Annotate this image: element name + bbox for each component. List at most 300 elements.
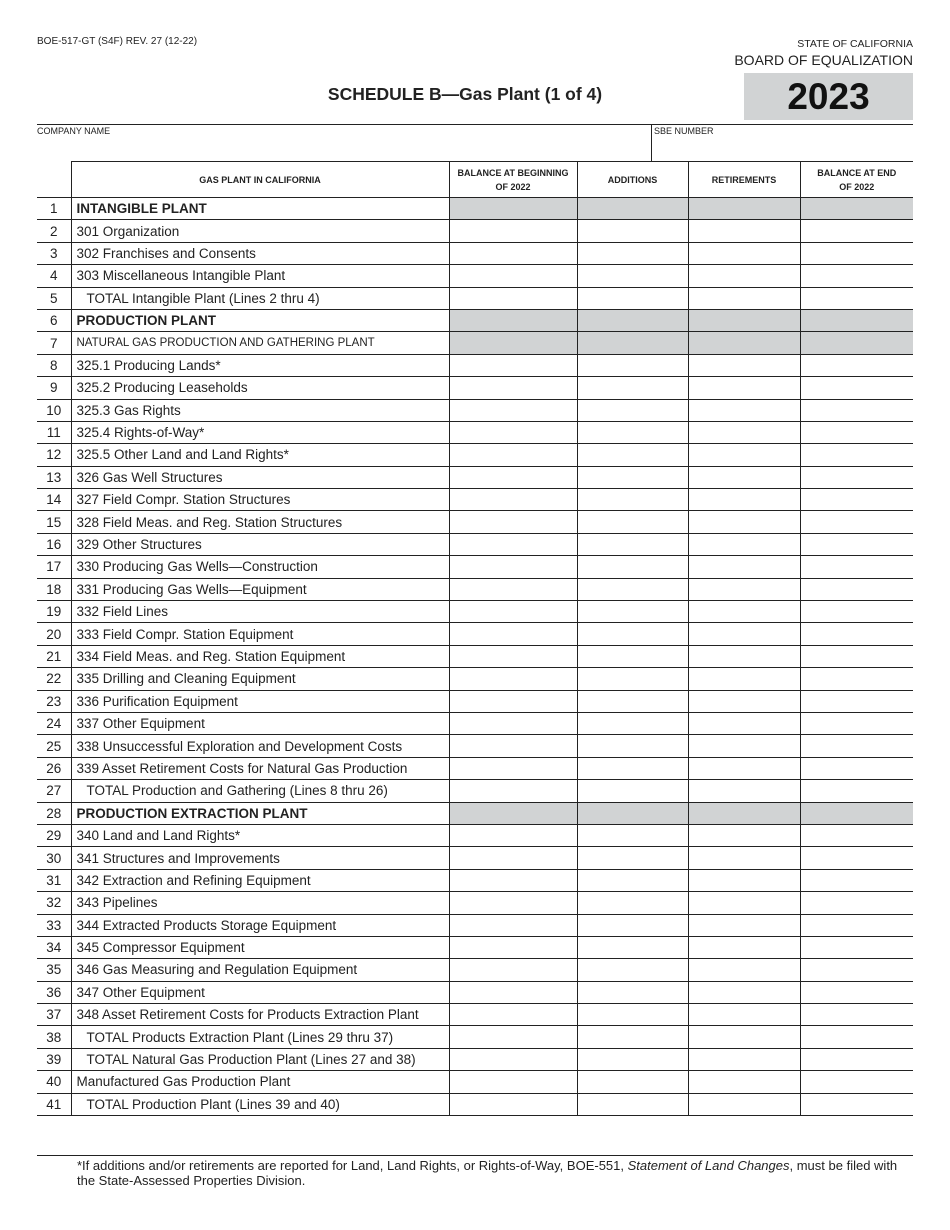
additions-cell[interactable] bbox=[577, 847, 688, 869]
balance-end-cell[interactable] bbox=[800, 421, 913, 443]
retirements-cell[interactable] bbox=[688, 1048, 800, 1070]
table-row bbox=[37, 869, 913, 891]
table-row bbox=[37, 690, 913, 712]
board-label: BOARD OF EQUALIZATION bbox=[734, 52, 913, 68]
line-number: 40 bbox=[37, 1071, 71, 1093]
balance-end-cell[interactable] bbox=[800, 444, 913, 466]
retirements-cell[interactable] bbox=[688, 645, 800, 667]
balance-begin-cell[interactable] bbox=[449, 1004, 577, 1026]
additions-cell[interactable] bbox=[577, 377, 688, 399]
additions-cell[interactable] bbox=[577, 690, 688, 712]
line-description: 328 Field Meas. and Reg. Station Structures bbox=[71, 511, 449, 533]
balance-end-cell[interactable] bbox=[800, 914, 913, 936]
balance-end-cell[interactable] bbox=[800, 981, 913, 1003]
additions-cell[interactable] bbox=[577, 421, 688, 443]
additions-cell bbox=[577, 332, 688, 354]
retirements-cell[interactable] bbox=[688, 287, 800, 309]
table-row bbox=[37, 735, 913, 757]
balance-end-cell[interactable] bbox=[800, 1026, 913, 1048]
additions-column-header: ADDITIONS bbox=[577, 162, 688, 198]
balance-begin-cell[interactable] bbox=[449, 287, 577, 309]
line-number: 2 bbox=[37, 220, 71, 242]
table-row bbox=[37, 802, 913, 824]
retirements-column-header: RETIREMENTS bbox=[688, 162, 800, 198]
line-number: 33 bbox=[37, 914, 71, 936]
balance-end-cell[interactable] bbox=[800, 399, 913, 421]
line-number: 14 bbox=[37, 489, 71, 511]
table-row bbox=[37, 1048, 913, 1070]
table-body bbox=[37, 198, 913, 1116]
footnote-text-end: , must be filed with the State-Assessed Properties Division. bbox=[77, 1158, 898, 1188]
retirements-cell[interactable] bbox=[688, 1026, 800, 1048]
table-row bbox=[37, 287, 913, 309]
balance-end-cell[interactable] bbox=[800, 757, 913, 779]
retirements-cell[interactable] bbox=[688, 936, 800, 958]
line-number: 34 bbox=[37, 936, 71, 958]
additions-cell[interactable] bbox=[577, 265, 688, 287]
line-number: 17 bbox=[37, 556, 71, 578]
line-number: 11 bbox=[37, 421, 71, 443]
retirements-cell[interactable] bbox=[688, 489, 800, 511]
line-number: 23 bbox=[37, 690, 71, 712]
line-number: 3 bbox=[37, 242, 71, 264]
retirements-cell[interactable] bbox=[688, 981, 800, 1003]
additions-cell[interactable] bbox=[577, 959, 688, 981]
line-number: 9 bbox=[37, 377, 71, 399]
balance-begin-cell[interactable] bbox=[449, 824, 577, 846]
line-description: NATURAL GAS PRODUCTION AND GATHERING PLANT bbox=[71, 332, 449, 354]
line-description: 325.3 Gas Rights bbox=[71, 399, 449, 421]
line-description: 330 Producing Gas Wells—Construction bbox=[71, 556, 449, 578]
balance-begin-cell[interactable] bbox=[449, 578, 577, 600]
retirements-cell[interactable] bbox=[688, 780, 800, 802]
balance-begin-cell[interactable] bbox=[449, 533, 577, 555]
balance-begin-cell[interactable] bbox=[449, 869, 577, 891]
table-row bbox=[37, 399, 913, 421]
balance-begin-cell[interactable] bbox=[449, 847, 577, 869]
footnote bbox=[77, 1158, 917, 1188]
line-description: 340 Land and Land Rights* bbox=[71, 824, 449, 846]
additions-cell[interactable] bbox=[577, 242, 688, 264]
table-row bbox=[37, 824, 913, 846]
balance-begin-cell[interactable] bbox=[449, 981, 577, 1003]
balance-end-cell[interactable] bbox=[800, 780, 913, 802]
line-number: 22 bbox=[37, 668, 71, 690]
retirements-cell[interactable] bbox=[688, 220, 800, 242]
additions-cell[interactable] bbox=[577, 914, 688, 936]
retirements-cell bbox=[688, 198, 800, 220]
table-row bbox=[37, 712, 913, 734]
additions-cell[interactable] bbox=[577, 668, 688, 690]
table-row bbox=[37, 556, 913, 578]
line-number: 8 bbox=[37, 354, 71, 376]
line-description: TOTAL Intangible Plant (Lines 2 thru 4) bbox=[71, 287, 449, 309]
table-row bbox=[37, 332, 913, 354]
balance-end-cell[interactable] bbox=[800, 1093, 913, 1115]
additions-cell[interactable] bbox=[577, 735, 688, 757]
balance-begin-cell[interactable] bbox=[449, 959, 577, 981]
balance-end-cell[interactable] bbox=[800, 377, 913, 399]
retirements-cell[interactable] bbox=[688, 824, 800, 846]
balance-begin-cell[interactable] bbox=[449, 1026, 577, 1048]
balance-begin-column-header: BALANCE AT BEGINNING OF 2022 bbox=[449, 162, 577, 198]
line-number: 30 bbox=[37, 847, 71, 869]
additions-cell[interactable] bbox=[577, 1071, 688, 1093]
additions-cell[interactable] bbox=[577, 892, 688, 914]
balance-end-cell bbox=[800, 802, 913, 824]
page-title: SCHEDULE B—Gas Plant (1 of 4) bbox=[327, 84, 603, 104]
line-number: 19 bbox=[37, 601, 71, 623]
retirements-cell[interactable] bbox=[688, 757, 800, 779]
line-description: 325.5 Other Land and Land Rights* bbox=[71, 444, 449, 466]
balance-end-cell[interactable] bbox=[800, 690, 913, 712]
balance-end-cell[interactable] bbox=[800, 735, 913, 757]
retirements-cell[interactable] bbox=[688, 399, 800, 421]
additions-cell[interactable] bbox=[577, 645, 688, 667]
balance-end-cell bbox=[800, 332, 913, 354]
table-row bbox=[37, 265, 913, 287]
line-description: 346 Gas Measuring and Regulation Equipment bbox=[71, 959, 449, 981]
balance-begin-cell[interactable] bbox=[449, 489, 577, 511]
line-number: 12 bbox=[37, 444, 71, 466]
balance-begin-cell[interactable] bbox=[449, 914, 577, 936]
retirements-cell[interactable] bbox=[688, 511, 800, 533]
retirements-cell[interactable] bbox=[688, 265, 800, 287]
state-label: STATE OF CALIFORNIA bbox=[797, 38, 913, 50]
line-description: 329 Other Structures bbox=[71, 533, 449, 555]
table-row bbox=[37, 936, 913, 958]
year-badge: 2023 bbox=[744, 73, 913, 120]
retirements-cell bbox=[688, 802, 800, 824]
retirements-cell[interactable] bbox=[688, 578, 800, 600]
line-number: 6 bbox=[37, 309, 71, 331]
table-row bbox=[37, 511, 913, 533]
retirements-cell[interactable] bbox=[688, 914, 800, 936]
additions-cell[interactable] bbox=[577, 981, 688, 1003]
retirements-cell[interactable] bbox=[688, 242, 800, 264]
table-row bbox=[37, 1071, 913, 1093]
line-number: 28 bbox=[37, 802, 71, 824]
additions-cell[interactable] bbox=[577, 1004, 688, 1026]
additions-cell[interactable] bbox=[577, 936, 688, 958]
gas-plant-table bbox=[37, 161, 913, 1116]
line-description: Manufactured Gas Production Plant bbox=[71, 1071, 449, 1093]
line-description: INTANGIBLE PLANT bbox=[71, 198, 449, 220]
retirements-cell[interactable] bbox=[688, 712, 800, 734]
line-description: 335 Drilling and Cleaning Equipment bbox=[71, 668, 449, 690]
retirements-cell[interactable] bbox=[688, 735, 800, 757]
balance-begin-cell[interactable] bbox=[449, 242, 577, 264]
additions-cell[interactable] bbox=[577, 354, 688, 376]
table-row bbox=[37, 959, 913, 981]
additions-cell[interactable] bbox=[577, 220, 688, 242]
balance-end-cell[interactable] bbox=[800, 601, 913, 623]
balance-begin-cell[interactable] bbox=[449, 623, 577, 645]
additions-cell[interactable] bbox=[577, 466, 688, 488]
field-divider bbox=[651, 124, 652, 161]
retirements-cell[interactable] bbox=[688, 1093, 800, 1115]
company-name-label: COMPANY NAME bbox=[37, 126, 111, 136]
table-row bbox=[37, 847, 913, 869]
table-row bbox=[37, 981, 913, 1003]
balance-begin-cell bbox=[449, 332, 577, 354]
additions-cell[interactable] bbox=[577, 287, 688, 309]
table-row bbox=[37, 1093, 913, 1115]
line-description: 334 Field Meas. and Reg. Station Equipment bbox=[71, 645, 449, 667]
table-row bbox=[37, 309, 913, 331]
additions-cell[interactable] bbox=[577, 757, 688, 779]
balance-begin-cell[interactable] bbox=[449, 377, 577, 399]
line-description: 344 Extracted Products Storage Equipment bbox=[71, 914, 449, 936]
line-description: 345 Compressor Equipment bbox=[71, 936, 449, 958]
retirements-cell[interactable] bbox=[688, 601, 800, 623]
sbe-number-field[interactable] bbox=[654, 138, 909, 158]
line-description: PRODUCTION EXTRACTION PLANT bbox=[71, 802, 449, 824]
balance-end-cell[interactable] bbox=[800, 623, 913, 645]
line-number: 26 bbox=[37, 757, 71, 779]
additions-cell[interactable] bbox=[577, 1048, 688, 1070]
retirements-cell[interactable] bbox=[688, 1004, 800, 1026]
balance-begin-cell[interactable] bbox=[449, 690, 577, 712]
additions-cell[interactable] bbox=[577, 623, 688, 645]
line-number: 15 bbox=[37, 511, 71, 533]
additions-cell[interactable] bbox=[577, 601, 688, 623]
form-code: BOE-517-GT (S4F) REV. 27 (12-22) bbox=[37, 36, 198, 47]
line-number: 24 bbox=[37, 712, 71, 734]
balance-end-cell[interactable] bbox=[800, 1048, 913, 1070]
balance-begin-cell bbox=[449, 198, 577, 220]
footnote-rule bbox=[37, 1155, 913, 1156]
balance-end-cell[interactable] bbox=[800, 287, 913, 309]
balance-begin-cell[interactable] bbox=[449, 712, 577, 734]
retirements-cell[interactable] bbox=[688, 959, 800, 981]
retirements-cell[interactable] bbox=[688, 1071, 800, 1093]
table-row bbox=[37, 757, 913, 779]
retirements-cell[interactable] bbox=[688, 623, 800, 645]
retirements-cell bbox=[688, 309, 800, 331]
additions-cell[interactable] bbox=[577, 489, 688, 511]
balance-begin-cell[interactable] bbox=[449, 735, 577, 757]
additions-cell bbox=[577, 309, 688, 331]
balance-begin-cell[interactable] bbox=[449, 757, 577, 779]
balance-begin-cell[interactable] bbox=[449, 556, 577, 578]
retirements-cell[interactable] bbox=[688, 377, 800, 399]
table-row bbox=[37, 489, 913, 511]
balance-end-cell[interactable] bbox=[800, 578, 913, 600]
additions-cell[interactable] bbox=[577, 511, 688, 533]
table-row bbox=[37, 220, 913, 242]
line-description: 336 Purification Equipment bbox=[71, 690, 449, 712]
table-row bbox=[37, 377, 913, 399]
table-row bbox=[37, 444, 913, 466]
field-band-top-rule bbox=[37, 124, 913, 125]
retirements-cell[interactable] bbox=[688, 354, 800, 376]
line-description: 325.2 Producing Leaseholds bbox=[71, 377, 449, 399]
balance-end-cell[interactable] bbox=[800, 489, 913, 511]
balance-end-cell[interactable] bbox=[800, 645, 913, 667]
table-row bbox=[37, 668, 913, 690]
retirements-cell[interactable] bbox=[688, 556, 800, 578]
additions-cell bbox=[577, 198, 688, 220]
additions-cell[interactable] bbox=[577, 399, 688, 421]
balance-begin-cell[interactable] bbox=[449, 444, 577, 466]
table-row bbox=[37, 780, 913, 802]
retirements-cell[interactable] bbox=[688, 690, 800, 712]
balance-begin-cell[interactable] bbox=[449, 645, 577, 667]
line-description: 347 Other Equipment bbox=[71, 981, 449, 1003]
retirements-cell[interactable] bbox=[688, 444, 800, 466]
line-description: TOTAL Production and Gathering (Lines 8 thru 26) bbox=[71, 780, 449, 802]
balance-begin-cell bbox=[449, 802, 577, 824]
balance-begin-cell[interactable] bbox=[449, 936, 577, 958]
footnote-text: *If additions and/or retirements are reported for Land, Land Rights, or Rights-of-Way, BOE-551, bbox=[77, 1158, 628, 1173]
balance-end-cell[interactable] bbox=[800, 936, 913, 958]
balance-begin-cell[interactable] bbox=[449, 1093, 577, 1115]
additions-cell[interactable] bbox=[577, 1093, 688, 1115]
balance-begin-cell[interactable] bbox=[449, 399, 577, 421]
company-name-field[interactable] bbox=[37, 138, 647, 158]
line-number: 16 bbox=[37, 533, 71, 555]
balance-begin-cell[interactable] bbox=[449, 892, 577, 914]
balance-begin-cell bbox=[449, 309, 577, 331]
additions-cell[interactable] bbox=[577, 533, 688, 555]
balance-begin-cell[interactable] bbox=[449, 511, 577, 533]
line-number: 41 bbox=[37, 1093, 71, 1115]
line-description: 339 Asset Retirement Costs for Natural Gas Production bbox=[71, 757, 449, 779]
balance-begin-cell[interactable] bbox=[449, 668, 577, 690]
table-row bbox=[37, 601, 913, 623]
line-number: 25 bbox=[37, 735, 71, 757]
plant-column-header: GAS PLANT IN CALIFORNIA bbox=[71, 162, 449, 198]
line-description: 333 Field Compr. Station Equipment bbox=[71, 623, 449, 645]
balance-end-cell[interactable] bbox=[800, 824, 913, 846]
balance-begin-cell[interactable] bbox=[449, 780, 577, 802]
line-number: 29 bbox=[37, 824, 71, 846]
line-number: 5 bbox=[37, 287, 71, 309]
line-number: 38 bbox=[37, 1026, 71, 1048]
line-description: 343 Pipelines bbox=[71, 892, 449, 914]
balance-begin-cell[interactable] bbox=[449, 265, 577, 287]
balance-begin-cell[interactable] bbox=[449, 220, 577, 242]
balance-end-cell[interactable] bbox=[800, 1004, 913, 1026]
table-row bbox=[37, 354, 913, 376]
retirements-cell[interactable] bbox=[688, 847, 800, 869]
line-description: TOTAL Production Plant (Lines 39 and 40) bbox=[71, 1093, 449, 1115]
line-number: 10 bbox=[37, 399, 71, 421]
line-description: 338 Unsuccessful Exploration and Development Costs bbox=[71, 735, 449, 757]
retirements-cell[interactable] bbox=[688, 421, 800, 443]
balance-end-cell[interactable] bbox=[800, 265, 913, 287]
additions-cell[interactable] bbox=[577, 869, 688, 891]
line-description: 342 Extraction and Refining Equipment bbox=[71, 869, 449, 891]
additions-cell[interactable] bbox=[577, 824, 688, 846]
line-number: 1 bbox=[37, 198, 71, 220]
table-row bbox=[37, 242, 913, 264]
balance-end-cell[interactable] bbox=[800, 242, 913, 264]
balance-end-cell[interactable] bbox=[800, 354, 913, 376]
table-row bbox=[37, 198, 913, 220]
retirements-cell[interactable] bbox=[688, 533, 800, 555]
table-row bbox=[37, 1004, 913, 1026]
additions-cell[interactable] bbox=[577, 578, 688, 600]
table-row bbox=[37, 914, 913, 936]
line-number: 32 bbox=[37, 892, 71, 914]
balance-end-cell[interactable] bbox=[800, 869, 913, 891]
line-number: 39 bbox=[37, 1048, 71, 1070]
line-description: PRODUCTION PLANT bbox=[71, 309, 449, 331]
balance-begin-cell[interactable] bbox=[449, 354, 577, 376]
balance-end-cell[interactable] bbox=[800, 712, 913, 734]
line-number: 36 bbox=[37, 981, 71, 1003]
balance-end-cell[interactable] bbox=[800, 892, 913, 914]
balance-end-cell[interactable] bbox=[800, 533, 913, 555]
sbe-number-label: SBE NUMBER bbox=[654, 126, 714, 136]
footnote-form-title: Statement of Land Changes bbox=[627, 1158, 790, 1173]
balance-begin-cell[interactable] bbox=[449, 1048, 577, 1070]
balance-end-cell[interactable] bbox=[800, 511, 913, 533]
table-row bbox=[37, 645, 913, 667]
line-description: 302 Franchises and Consents bbox=[71, 242, 449, 264]
line-description: 348 Asset Retirement Costs for Products Extraction Plant bbox=[71, 1004, 449, 1026]
balance-end-cell[interactable] bbox=[800, 556, 913, 578]
table-row bbox=[37, 421, 913, 443]
retirements-cell[interactable] bbox=[688, 466, 800, 488]
additions-cell[interactable] bbox=[577, 444, 688, 466]
additions-cell bbox=[577, 802, 688, 824]
table-row bbox=[37, 892, 913, 914]
line-description: 325.4 Rights-of-Way* bbox=[71, 421, 449, 443]
balance-begin-cell[interactable] bbox=[449, 1071, 577, 1093]
line-number: 37 bbox=[37, 1004, 71, 1026]
balance-end-cell[interactable] bbox=[800, 1071, 913, 1093]
additions-cell[interactable] bbox=[577, 1026, 688, 1048]
line-number: 4 bbox=[37, 265, 71, 287]
line-description: 341 Structures and Improvements bbox=[71, 847, 449, 869]
table-row bbox=[37, 1026, 913, 1048]
table-row bbox=[37, 533, 913, 555]
retirements-cell[interactable] bbox=[688, 892, 800, 914]
additions-cell[interactable] bbox=[577, 556, 688, 578]
line-number: 35 bbox=[37, 959, 71, 981]
balance-begin-cell[interactable] bbox=[449, 466, 577, 488]
additions-cell[interactable] bbox=[577, 712, 688, 734]
balance-end-cell[interactable] bbox=[800, 220, 913, 242]
line-description: 337 Other Equipment bbox=[71, 712, 449, 734]
balance-begin-cell[interactable] bbox=[449, 421, 577, 443]
balance-end-cell[interactable] bbox=[800, 959, 913, 981]
retirements-cell[interactable] bbox=[688, 668, 800, 690]
retirements-cell[interactable] bbox=[688, 869, 800, 891]
balance-end-column-header: BALANCE AT END OF 2022 bbox=[800, 162, 913, 198]
balance-begin-cell[interactable] bbox=[449, 601, 577, 623]
line-description: TOTAL Natural Gas Production Plant (Lines 27 and 38) bbox=[71, 1048, 449, 1070]
balance-end-cell[interactable] bbox=[800, 668, 913, 690]
line-number: 21 bbox=[37, 645, 71, 667]
line-description: 303 Miscellaneous Intangible Plant bbox=[71, 265, 449, 287]
line-number: 13 bbox=[37, 466, 71, 488]
line-number-header bbox=[37, 162, 71, 198]
additions-cell[interactable] bbox=[577, 780, 688, 802]
line-number: 20 bbox=[37, 623, 71, 645]
line-number: 27 bbox=[37, 780, 71, 802]
balance-end-cell bbox=[800, 309, 913, 331]
retirements-cell bbox=[688, 332, 800, 354]
line-description: TOTAL Products Extraction Plant (Lines 29 thru 37) bbox=[71, 1026, 449, 1048]
balance-end-cell[interactable] bbox=[800, 466, 913, 488]
line-description: 327 Field Compr. Station Structures bbox=[71, 489, 449, 511]
balance-end-cell[interactable] bbox=[800, 847, 913, 869]
line-number: 7 bbox=[37, 332, 71, 354]
